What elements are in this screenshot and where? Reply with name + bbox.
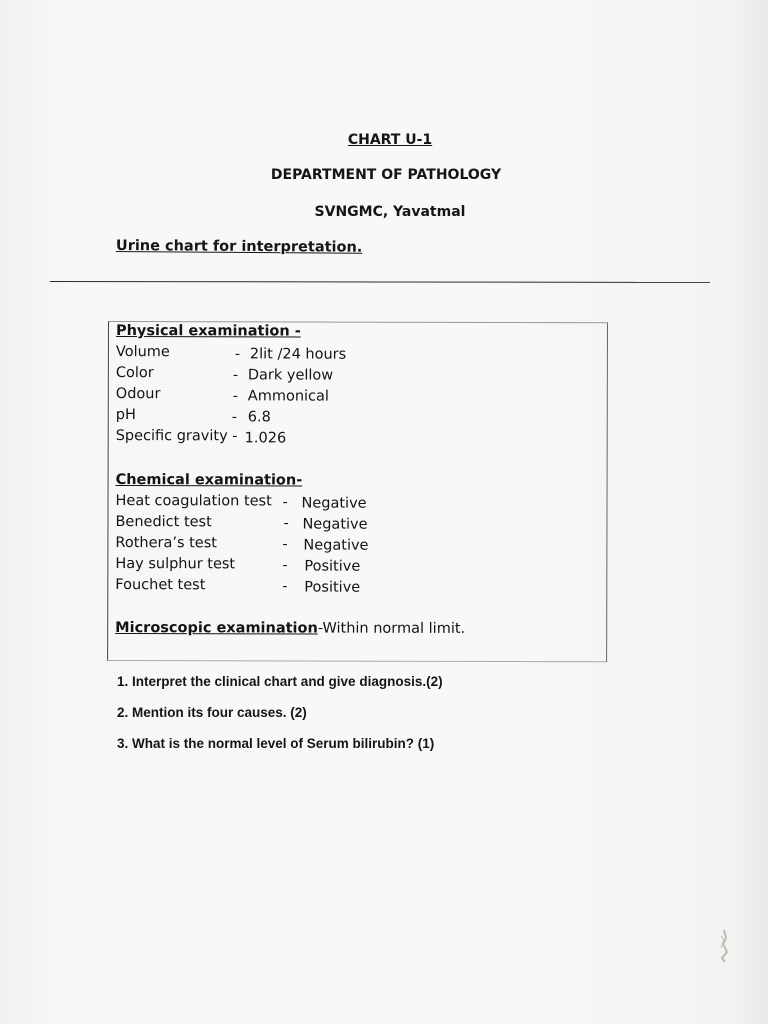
microscopic-examination-heading: Microscopic examination	[115, 620, 318, 637]
physical-value-odour: Ammonical	[247, 388, 329, 405]
question-3: 3. What is the normal level of Serum bilirubin? (1)	[117, 736, 435, 751]
physical-value-color: Dark yellow	[247, 367, 334, 384]
question-2: 2. Mention its four causes. (2)	[117, 705, 307, 720]
physical-value-specific-gravity: 1.026	[244, 430, 287, 447]
question-1: 1. Interpret the clinical chart and give diagnosis.(2)	[117, 674, 443, 689]
chemical-label-heat-coagulation: Heat coagulation test	[115, 493, 272, 510]
chemical-value-hay-sulphur: Positive	[304, 558, 361, 575]
physical-sep-ph: -	[231, 409, 238, 426]
chemical-sep-rothera: -	[282, 536, 288, 553]
physical-value-ph: 6.8	[247, 409, 271, 426]
chemical-label-benedict: Benedict test	[115, 514, 212, 531]
physical-examination-heading: Physical examination -	[115, 323, 301, 340]
physical-sep-odour: -	[232, 388, 239, 405]
institute-name: SVNGMC, Yavatmal	[314, 204, 466, 220]
physical-sep-color: -	[232, 367, 239, 384]
chemical-value-rothera: Negative	[303, 537, 369, 554]
chart-title: CHART U-1	[347, 132, 433, 148]
physical-label-color: Color	[115, 365, 154, 382]
chemical-sep-benedict: -	[283, 515, 289, 532]
chemical-value-fouchet: Positive	[304, 579, 361, 596]
chemical-value-benedict: Negative	[302, 516, 368, 533]
scan-artifact-mark	[718, 928, 730, 964]
chart-subtitle: Urine chart for interpretation.	[115, 238, 363, 256]
chemical-label-hay-sulphur: Hay sulphur test	[115, 556, 236, 573]
chemical-value-heat-coagulation: Negative	[301, 495, 367, 512]
chemical-sep-fouchet: -	[282, 578, 288, 595]
chemical-examination-heading: Chemical examination-	[115, 472, 303, 489]
physical-label-specific-gravity: Specific gravity -	[115, 428, 238, 445]
chemical-sep-heat-coagulation: -	[282, 494, 288, 511]
report-box	[107, 321, 608, 662]
page-edge-shadow	[724, 0, 768, 1024]
microscopic-examination-line	[115, 620, 465, 637]
physical-label-odour: Odour	[115, 386, 161, 403]
physical-sep-volume: -	[234, 346, 241, 363]
department-name: DEPARTMENT OF PATHOLOGY	[270, 167, 502, 183]
physical-value-volume: 2lit /24 hours	[249, 346, 347, 363]
chemical-label-fouchet: Fouchet test	[115, 577, 206, 594]
microscopic-examination-result: -Within normal limit.	[317, 620, 466, 637]
physical-label-ph: pH	[115, 407, 136, 424]
chemical-label-rothera: Rothera’s test	[115, 535, 218, 552]
physical-label-volume: Volume	[115, 344, 170, 361]
chemical-sep-hay-sulphur: -	[282, 557, 288, 574]
